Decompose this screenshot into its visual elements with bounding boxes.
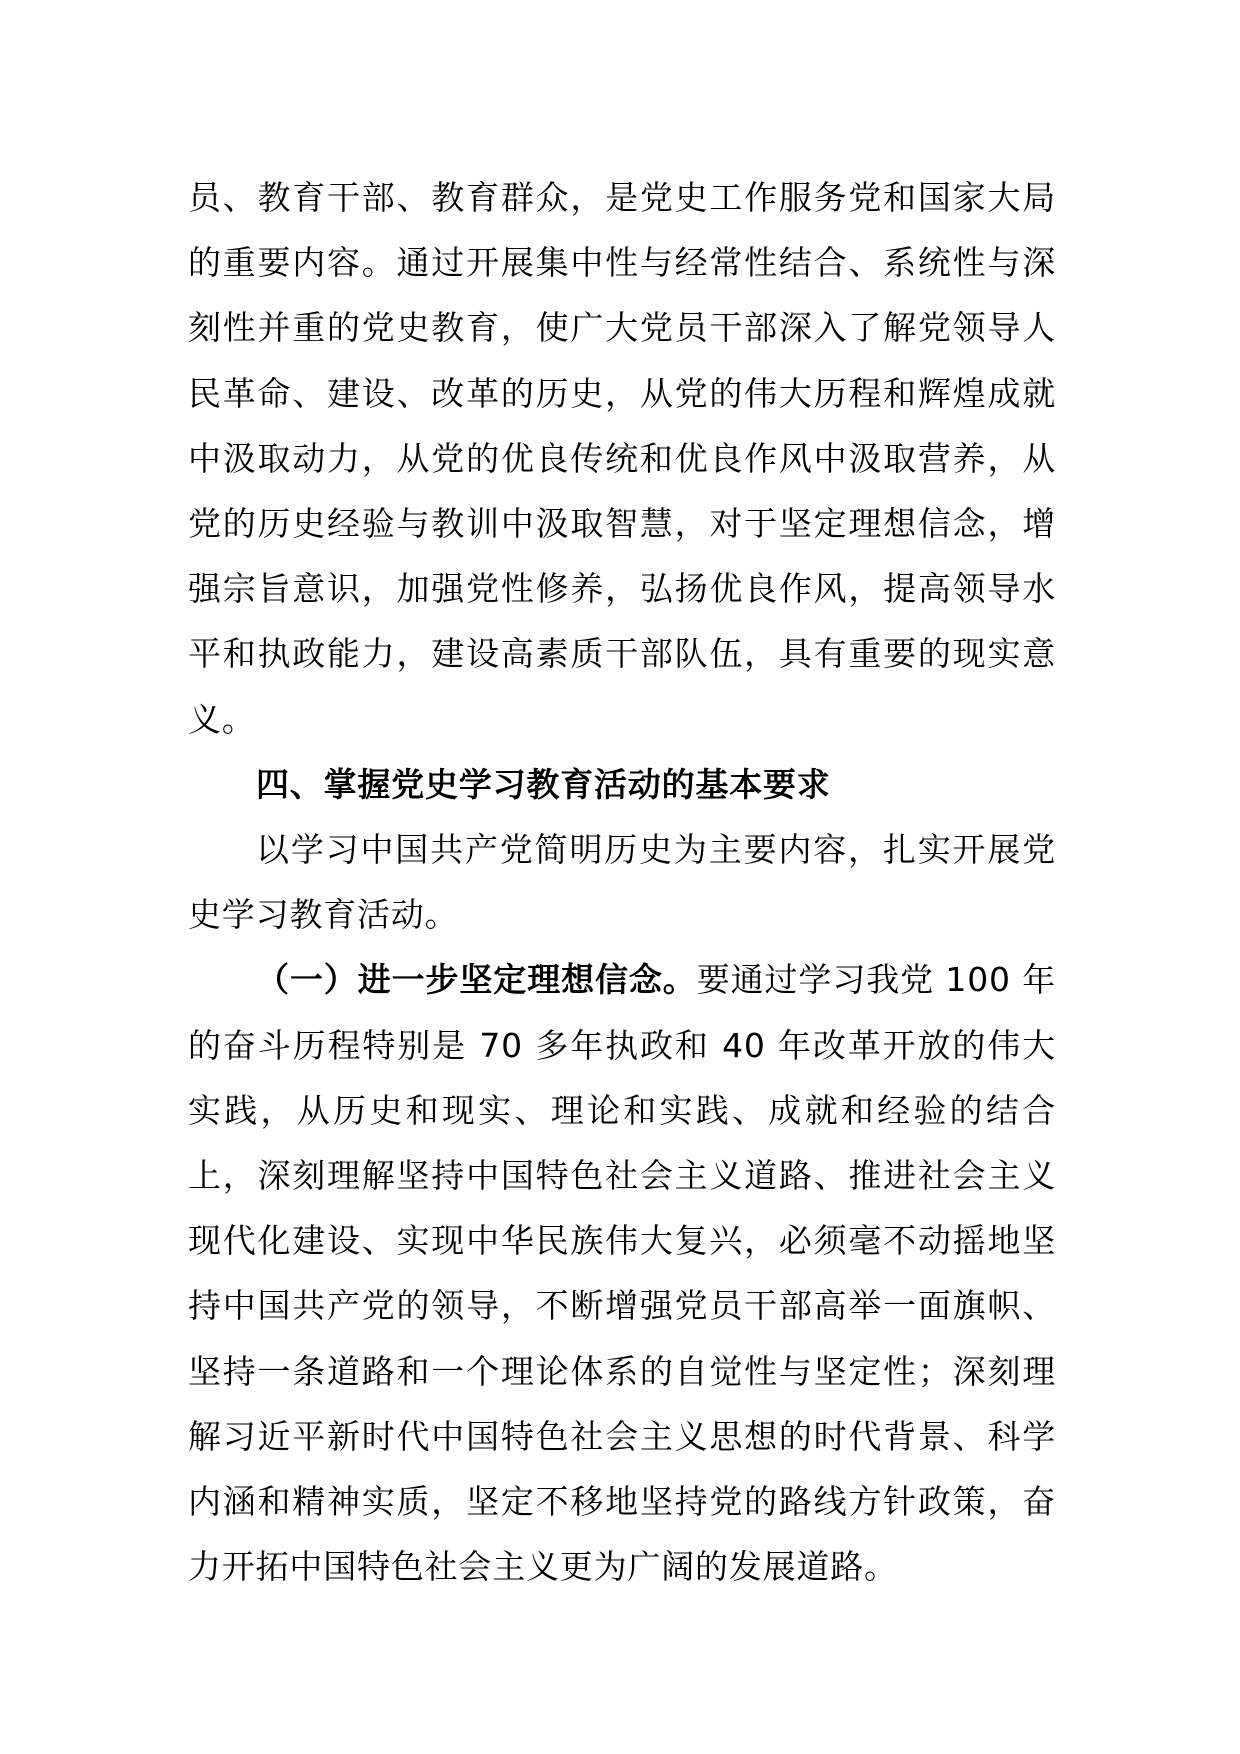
paragraph-intro: 以学习中国共产党简明历史为主要内容，扎实开展党史学习教育活动。 bbox=[188, 830, 1056, 935]
paragraph-continuation: 员、教育干部、教育群众，是党史工作服务党和国家大局的重要内容。通过开展集中性与经常性结合、系统性与深刻性并重的党史教育，使广大党员干部深入了解党领导人民革命、建设、改革的历史，从党的伟大历程和辉煌成就中汲取动力，从党的优良传统和优良作风中汲取营养，从党的历史经验与教训中汲取智慧，对于坚定理想信念，增强宗旨意识，加强党性修养，弘扬优良作风，提高领导水平和执政能力，建设高素质干部队伍，具有重要的现实意义。 bbox=[188, 178, 1056, 739]
subsection-body: 要通过学习我党 100 年的奋斗历程特别是 70 多年执政和 40 年改革开放的伟大实践，从历史和现实、理论和实践、成就和经验的结合上，深刻理解坚持中国特色社会主义道路、推进社会主义现代化建设、实现中华民族伟大复兴，必须毫不动摇地坚持中国共产党的领导，不断增强党员干部高举一面旗帜、坚持一条道路和一个理论体系的自觉性与坚定性；深刻理解习近平新时代中国特色社会主义思想的时代背景、科学内涵和精神实质，坚定不移地坚持党的路线方针政策，奋力开拓中国特色社会主义更为广阔的发展道路。 bbox=[188, 960, 1056, 1587]
subsection-title: （一）进一步坚定理想信念。 bbox=[256, 960, 697, 1000]
document-body bbox=[188, 165, 1056, 1599]
subsection-paragraph bbox=[188, 947, 1056, 1599]
section-heading: 四、掌握党史学习教育活动的基本要求 bbox=[256, 764, 831, 804]
